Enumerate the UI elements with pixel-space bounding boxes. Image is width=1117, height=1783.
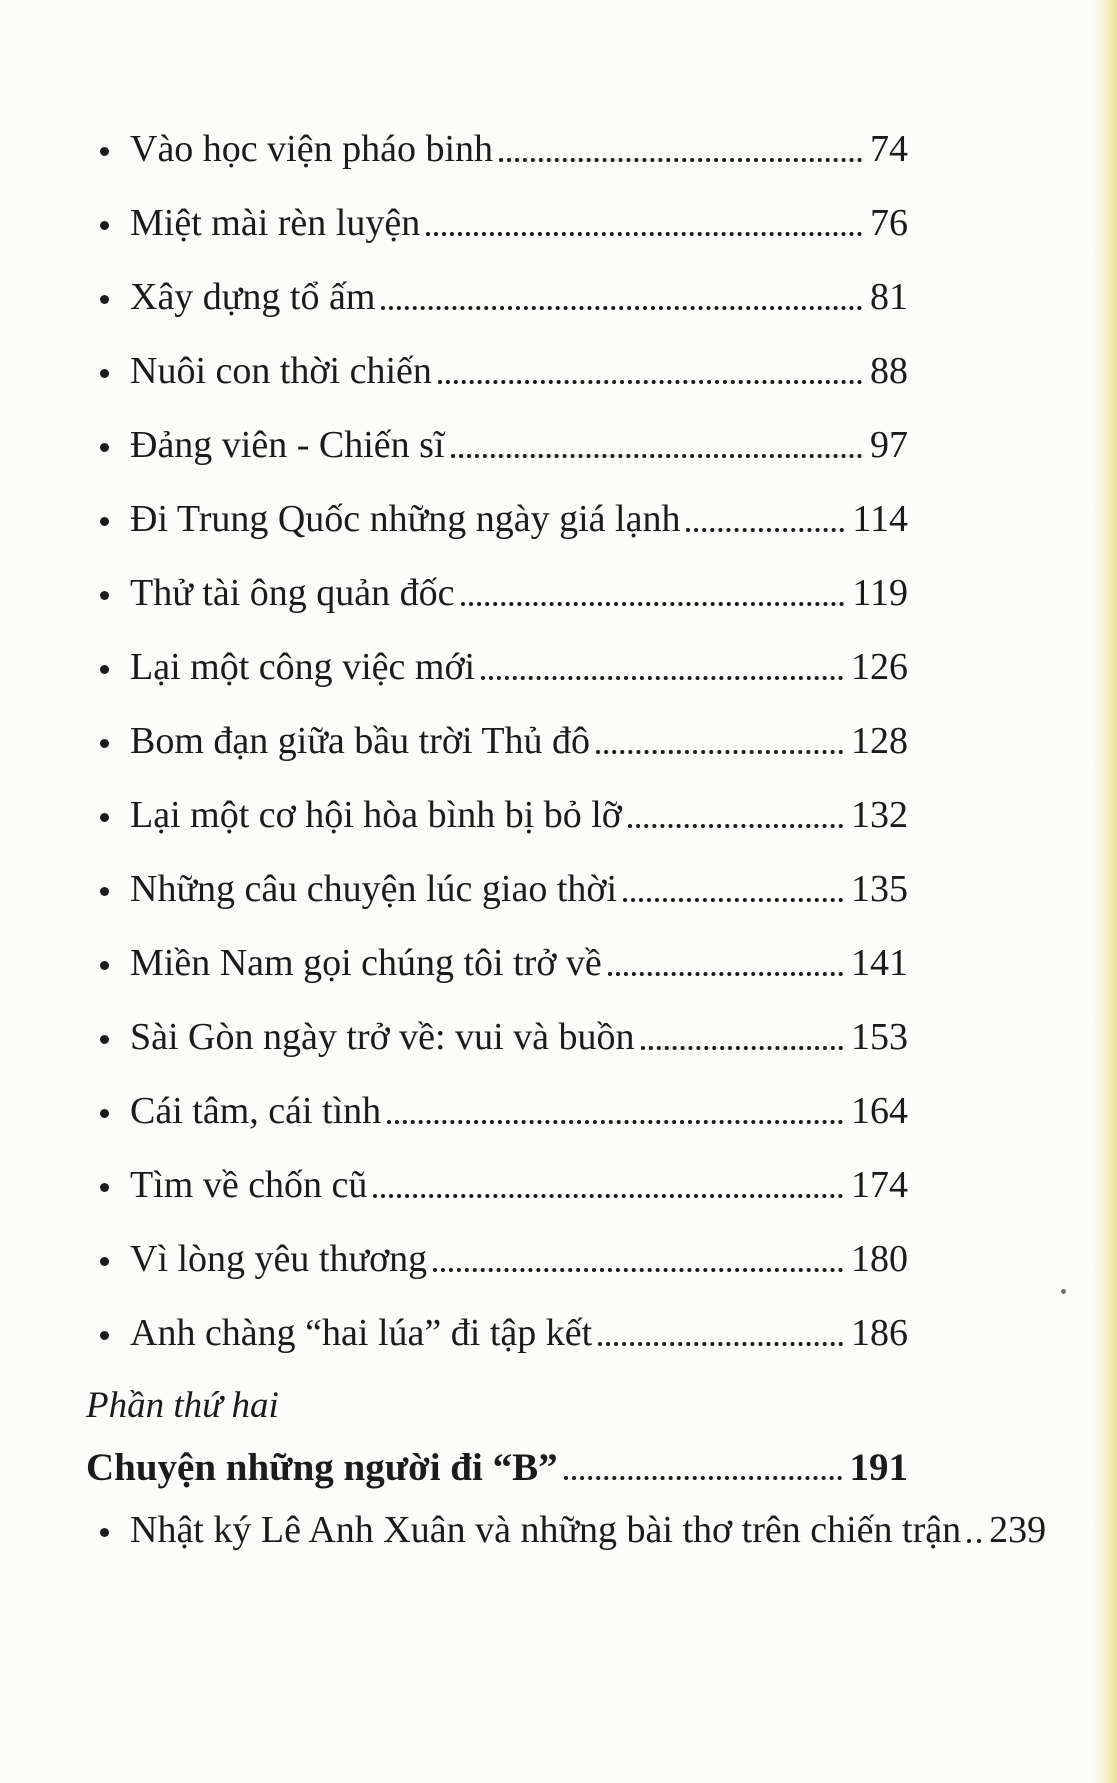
section-title-page: 191 [849,1445,908,1489]
dotted-leader [381,306,862,310]
toc-entry [100,408,908,482]
toc-entry-page: 128 [851,720,908,762]
bullet-icon [100,443,109,452]
dotted-leader [451,454,862,458]
toc-entry-title: Những câu chuyện lúc giao thời [130,868,618,910]
bullet-icon [100,813,109,822]
toc-entry-page: 186 [851,1312,908,1354]
toc-entry-title: Anh chàng “hai lúa” đi tập kết [130,1312,593,1354]
page-edge-tint [1091,0,1117,1783]
dotted-leader [967,1539,981,1543]
dotted-leader [438,380,862,384]
toc-entry-page: 126 [851,646,908,688]
toc-entry-page: 132 [851,794,908,836]
bullet-icon [100,517,109,526]
dotted-leader [686,528,844,532]
toc-entry [100,260,908,334]
toc-entry-title: Tìm về chốn cũ [130,1164,368,1206]
bullet-icon [100,1035,109,1044]
toc-entry-title: Vì lòng yêu thương [130,1238,428,1280]
scan-artifact-dot [1061,1289,1066,1294]
toc-entry-page: 76 [870,202,908,244]
dotted-leader [598,1342,843,1346]
toc-entry [100,1074,908,1148]
toc-entry-title: Miệt mài rèn luyện [130,202,421,244]
toc-entry [100,1296,908,1370]
toc-entry-page: 141 [851,942,908,984]
toc-entry [100,1494,1047,1566]
toc-entry [100,926,908,1000]
toc-entry-page: 74 [870,128,908,170]
toc-entry-page: 164 [851,1090,908,1132]
toc-entry-title: Thử tài ông quản đốc [130,572,455,614]
dotted-leader [481,676,843,680]
dotted-leader [596,750,843,754]
bullet-icon [100,1183,109,1192]
bullet-icon [100,591,109,600]
section-title: Chuyện những người đi “B” [86,1445,558,1489]
toc-entry-page: 180 [851,1238,908,1280]
section-title-row [86,1440,908,1494]
toc-entry-page: 97 [870,424,908,466]
dotted-leader [623,898,843,902]
toc-entry [100,852,908,926]
toc-entry-page: 153 [851,1016,908,1058]
toc-entry [100,112,908,186]
toc-entry-page: 119 [852,572,908,614]
dotted-leader [373,1194,843,1198]
bullet-icon [100,1109,109,1118]
toc-entry [100,482,908,556]
bullet-icon [100,147,109,156]
dotted-leader [433,1268,843,1272]
toc-entry-title: Cái tâm, cái tình [130,1090,382,1132]
toc-entry-page: 239 [989,1509,1047,1551]
dotted-leader [608,972,843,976]
toc-entry [100,334,908,408]
bullet-icon [100,1331,109,1340]
section-label: Phần thứ hai [86,1384,279,1426]
bullet-icon [100,221,109,230]
bullet-icon [100,369,109,378]
bullet-icon [100,295,109,304]
dotted-leader [426,232,862,236]
toc-entry-title: Lại một cơ hội hòa bình bị bỏ lỡ [130,794,622,836]
toc-entry [100,186,908,260]
toc-entry [100,1148,908,1222]
toc-entry-title: Đi Trung Quốc những ngày giá lạnh [130,498,681,540]
toc-entry-title: Đảng viên - Chiến sĩ [130,424,445,466]
toc-entry [100,1222,908,1296]
toc-entry-title: Nhật ký Lê Anh Xuân và những bài thơ trên chiến trận [130,1509,962,1551]
toc-entry [100,704,908,778]
bullet-icon [100,665,109,674]
toc-entry-page: 88 [870,350,908,392]
toc-entry-title: Miền Nam gọi chúng tôi trở về [130,942,602,984]
toc-entry [100,1000,908,1074]
toc-entry-page: 135 [851,868,908,910]
dotted-leader [628,824,843,828]
dotted-leader [387,1120,843,1124]
bullet-icon [100,961,109,970]
toc-entry-title: Nuôi con thời chiến [130,350,432,392]
dotted-leader [564,1476,842,1480]
toc-entry-title: Vào học viện pháo binh [130,128,494,170]
toc-entry [100,630,908,704]
bullet-icon [100,1528,109,1537]
toc-entry-page: 81 [870,276,908,318]
toc-entry-title: Xây dựng tổ ấm [130,276,376,318]
dotted-leader [499,158,862,162]
bullet-icon [100,1257,109,1266]
bullet-icon [100,887,109,896]
toc-entry-title: Bom đạn giữa bầu trời Thủ đô [130,720,591,762]
bullet-icon [100,739,109,748]
toc-entry-page: 174 [851,1164,908,1206]
dotted-leader [641,1046,843,1050]
dotted-leader [461,602,845,606]
toc-entry-page: 114 [852,498,908,540]
toc-entry [100,778,908,852]
toc-entry-title: Sài Gòn ngày trở về: vui và buồn [130,1016,635,1058]
toc-entry-title: Lại một công việc mới [130,646,476,688]
toc-entry [100,556,908,630]
